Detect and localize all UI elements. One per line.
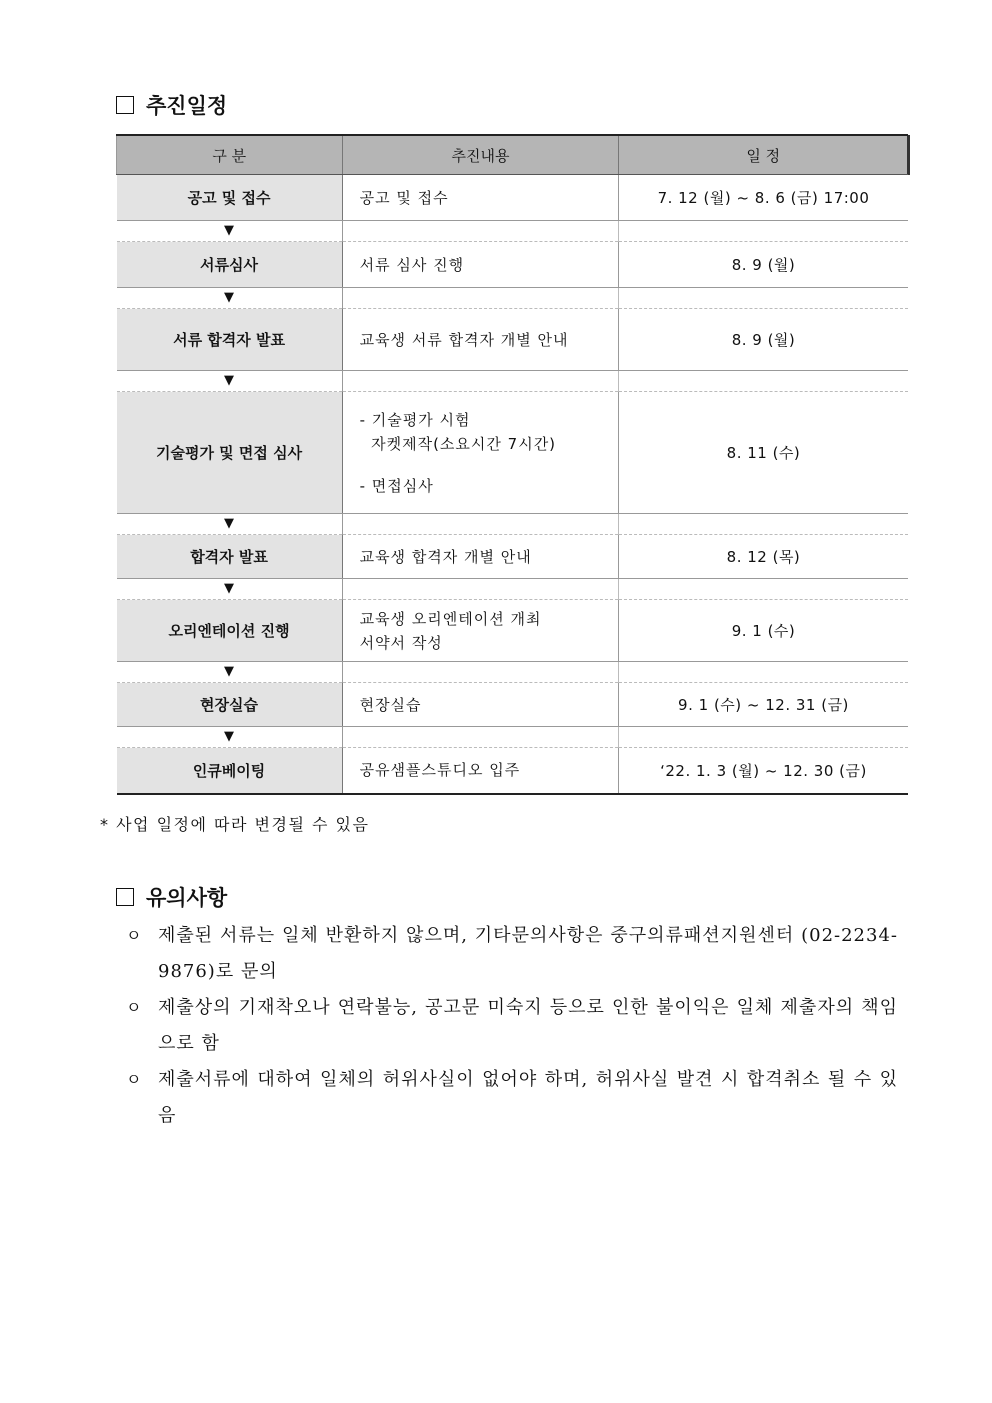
schedule-table (116, 134, 908, 795)
arrow-spacer (619, 371, 908, 392)
down-arrow-icon: ▼ (117, 221, 343, 242)
schedule-row (117, 748, 908, 794)
bullet-circle-icon: ㅇ (126, 998, 143, 1017)
schedule-footnote: * 사업 일정에 따라 변경될 수 있음 (100, 815, 370, 834)
schedule-arrow-row (117, 514, 908, 535)
schedule-content-line: 서약서 작성 (359, 633, 443, 652)
note-text: 제출된 서류는 일체 반환하지 않으며, 기타문의사항은 중구의류패션지원센터 (02-2234-9876)로 문의 (158, 925, 898, 982)
schedule-category: 공고 및 접수 (117, 175, 343, 221)
arrow-spacer (619, 288, 908, 309)
down-arrow-icon: ▼ (117, 288, 343, 309)
arrow-spacer (342, 371, 619, 392)
schedule-row (117, 309, 908, 371)
schedule-date: 9. 1 (수) ~ 12. 31 (금) (619, 683, 908, 727)
schedule-row (117, 535, 908, 579)
arrow-spacer (342, 288, 619, 309)
schedule-date: ‘22. 1. 3 (월) ~ 12. 30 (금) (619, 748, 908, 794)
arrow-spacer (342, 221, 619, 242)
note-item (126, 1062, 898, 1134)
arrow-spacer (342, 662, 619, 683)
schedule-arrow-row (117, 662, 908, 683)
schedule-content-line: - 면접심사 (359, 476, 434, 495)
header-date: 일 정 (619, 135, 908, 175)
notes-title-text: 유의사항 (146, 886, 228, 910)
arrow-spacer (342, 727, 619, 748)
schedule-date: 8. 11 (수) (619, 392, 908, 514)
arrow-spacer (619, 727, 908, 748)
schedule-content-line: 교육생 합격자 개별 안내 (359, 547, 532, 566)
schedule-content (342, 748, 619, 794)
schedule-category: 현장실습 (117, 683, 343, 727)
schedule-content-line: 자켓제작(소요시간 7시간) (359, 434, 557, 453)
arrow-spacer (619, 514, 908, 535)
schedule-row (117, 392, 908, 514)
down-arrow-icon: ▼ (117, 662, 343, 683)
arrow-spacer (342, 514, 619, 535)
bullet-circle-icon: ㅇ (126, 1070, 143, 1089)
schedule-date: 8. 9 (월) (619, 309, 908, 371)
schedule-content (342, 600, 619, 662)
schedule-date: 8. 9 (월) (619, 242, 908, 288)
notes-section-title (116, 882, 227, 912)
arrow-spacer (619, 579, 908, 600)
schedule-row (117, 242, 908, 288)
arrow-spacer (619, 662, 908, 683)
arrow-spacer (342, 579, 619, 600)
schedule-content-line: 공고 및 접수 (359, 188, 449, 207)
schedule-content-line: 서류 심사 진행 (359, 255, 465, 274)
down-arrow-icon: ▼ (117, 371, 343, 392)
schedule-date: 7. 12 (월) ~ 8. 6 (금) 17:00 (619, 175, 908, 221)
schedule-content-line: 교육생 오리엔테이션 개최 (359, 609, 542, 628)
schedule-arrow-row (117, 288, 908, 309)
schedule-content (342, 175, 619, 221)
header-category: 구 분 (117, 135, 343, 175)
schedule-content (342, 683, 619, 727)
schedule-category: 서류심사 (117, 242, 343, 288)
schedule-body (117, 175, 908, 794)
schedule-date: 8. 12 (목) (619, 535, 908, 579)
checkbox-square-icon (116, 96, 134, 114)
schedule-content-line: 현장실습 (359, 695, 422, 714)
schedule-row (117, 175, 908, 221)
schedule-title-text: 추진일정 (146, 94, 228, 118)
schedule-arrow-row (117, 727, 908, 748)
schedule-category: 서류 합격자 발표 (117, 309, 343, 371)
schedule-content-line: 공유샘플스튜디오 입주 (359, 761, 521, 780)
notes-list (126, 918, 898, 1134)
header-content: 추진내용 (342, 135, 619, 175)
note-text: 제출서류에 대하여 일체의 허위사실이 없어야 하며, 허위사실 발견 시 합격취소 될 수 있음 (158, 1069, 898, 1126)
schedule-header-row (117, 135, 908, 175)
checkbox-square-icon (116, 888, 134, 906)
schedule-content (342, 535, 619, 579)
down-arrow-icon: ▼ (117, 579, 343, 600)
note-item (126, 990, 898, 1062)
bullet-circle-icon: ㅇ (126, 926, 143, 945)
schedule-date: 9. 1 (수) (619, 600, 908, 662)
schedule-row (117, 683, 908, 727)
schedule-arrow-row (117, 371, 908, 392)
schedule-category: 인큐베이팅 (117, 748, 343, 794)
schedule-category: 기술평가 및 면접 심사 (117, 392, 343, 514)
down-arrow-icon: ▼ (117, 514, 343, 535)
down-arrow-icon: ▼ (117, 727, 343, 748)
note-text: 제출상의 기재착오나 연락불능, 공고문 미숙지 등으로 인한 불이익은 일체 제출자의 책임으로 함 (158, 997, 898, 1054)
schedule-category: 합격자 발표 (117, 535, 343, 579)
schedule-arrow-row (117, 221, 908, 242)
schedule-arrow-row (117, 579, 908, 600)
schedule-content-line: 교육생 서류 합격자 개별 안내 (359, 330, 569, 349)
schedule-content (342, 242, 619, 288)
schedule-content (342, 309, 619, 371)
schedule-content-line (360, 456, 619, 474)
note-item (126, 918, 898, 990)
schedule-section-title (116, 90, 227, 120)
schedule-content (342, 392, 619, 514)
arrow-spacer (619, 221, 908, 242)
schedule-category: 오리엔테이션 진행 (117, 600, 343, 662)
schedule-content-line: - 기술평가 시험 (359, 410, 471, 429)
schedule-row (117, 600, 908, 662)
